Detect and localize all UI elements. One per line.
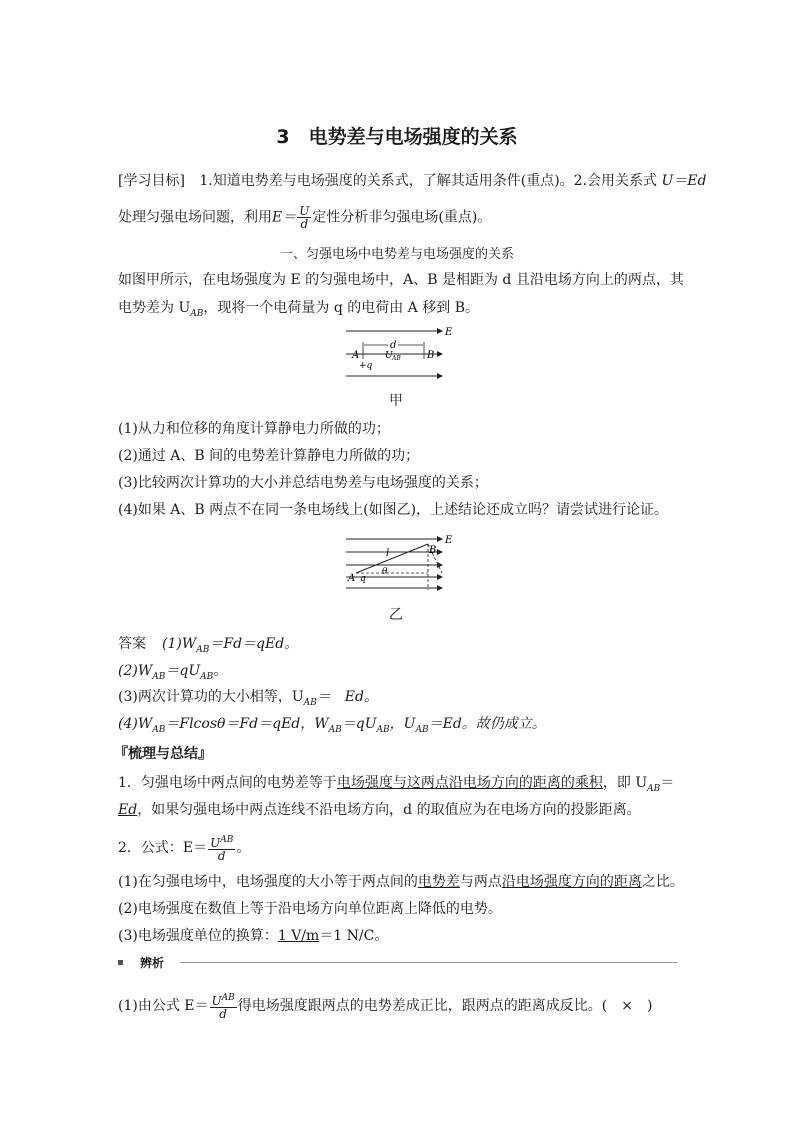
fig1-label-B: B: [427, 350, 435, 361]
learning-goals-line2: [118, 205, 491, 230]
q1-num-U: U: [211, 994, 222, 1008]
p1-sub: AB: [647, 783, 661, 794]
p3-b: 与两点: [459, 874, 502, 890]
discrimination-bar: [118, 954, 678, 974]
a3-sub: AB: [303, 697, 317, 708]
p1-line2-underline: Ed: [118, 802, 138, 818]
figure-yi-caption: 乙: [389, 607, 403, 623]
a4-mid3: ，U: [389, 716, 416, 732]
summary-p1-line1: [118, 773, 674, 799]
goals-tag: [学习目标]: [118, 173, 185, 189]
goals-text2a: 处理匀强电场问题，利用: [118, 209, 272, 226]
a1-rest: ＝Fd＝qEd。: [209, 636, 299, 652]
fig2-label-l: l: [386, 548, 390, 559]
p2-num: [208, 834, 235, 850]
discrimination-q1: [118, 992, 652, 1020]
fig2-label-theta: θ: [382, 567, 388, 577]
fig1-label-U: U: [385, 351, 393, 361]
question-3: (3)比较两次计算功的大小并总结电势差与电场强度的关系；: [118, 475, 488, 491]
q1-num: [210, 992, 237, 1008]
fig1-label-A: A: [352, 350, 360, 361]
answer-line-3: [118, 687, 378, 713]
a4-mid2: ＝qU: [341, 716, 377, 732]
a4-sub: AB: [152, 724, 166, 735]
q1-num-sup: AB: [221, 993, 235, 1003]
summary-p1-line2: [118, 800, 641, 820]
p2-fraction: [208, 834, 235, 862]
p5-b: ＝1 N/C。: [319, 928, 389, 944]
goals-fraction: [297, 205, 311, 230]
p3-c: 之比。: [641, 874, 684, 890]
p3-u2: 沿电场强度方向的距离: [501, 874, 642, 890]
a3-rest: ＝ Ed。: [316, 689, 378, 705]
p5-u: 1 V/m: [277, 928, 320, 944]
summary-p5: [118, 926, 388, 946]
p2-a: 2．公式：E＝: [118, 840, 208, 856]
goals-formula: U＝Ed: [661, 173, 707, 189]
question-2: (2)通过 A、B 间的电势差计算静电力所做的功；: [118, 448, 420, 464]
a4-mid1: ＝Flcosθ＝Fd＝qEd，W: [165, 716, 329, 732]
a2-text: (2)W: [118, 663, 153, 679]
goals-frac-num: U: [299, 204, 310, 218]
a2-mid: ＝qU: [165, 663, 201, 679]
p2-num-sup: AB: [220, 835, 234, 845]
a4-sub3: AB: [376, 724, 390, 735]
a1-sub: AB: [196, 644, 210, 655]
figure-jia: [340, 322, 460, 384]
question-1: (1)从力和位移的角度计算静电力所做的功；: [118, 421, 390, 437]
summary-p4: (2)电场强度在数值上等于沿电场方向单位距离上降低的电势。: [118, 901, 502, 917]
q1-den: d: [219, 1007, 227, 1021]
a2-sub2: AB: [200, 671, 214, 682]
a4-sub2: AB: [328, 724, 342, 735]
q1-a: (1)由公式 E＝: [118, 998, 209, 1014]
intro-line2-sub: AB: [190, 308, 204, 319]
answer-line-2: [118, 661, 227, 687]
a4-sub4: AB: [415, 724, 429, 735]
a2-rest: 。: [213, 663, 228, 679]
fig1-label-d: d: [390, 340, 397, 351]
answer-line-4: [118, 714, 546, 740]
section-heading: 一、匀强电场中电势差与电场强度的关系: [279, 247, 514, 262]
intro-line2-b: ，现将一个电荷量为 q 的电荷由 A 移到 B。: [203, 300, 479, 316]
figure-jia-caption: 甲: [389, 393, 403, 409]
discrimination-heading: 辨析: [140, 956, 165, 970]
p5-a: (3)电场强度单位的换算：: [118, 928, 278, 944]
p1-b: ，即 U: [602, 775, 648, 791]
a4-pre: (4)W: [118, 716, 153, 732]
goals-text2b: 定性分析非匀强电场(重点)。: [312, 209, 492, 226]
q1-fraction: [210, 992, 237, 1020]
question-4: (4)如果 A、B 两点不在同一条电场线上(如图乙)，上述结论还成立吗？请尝试进行论证。: [118, 502, 669, 518]
fig1-label-q: +q: [359, 361, 373, 371]
fig2-label-A: A: [348, 573, 356, 584]
a2-sub: AB: [152, 671, 166, 682]
intro-line2: [118, 298, 479, 324]
fig2-label-E: E: [445, 535, 453, 546]
fig1-label-U-sub: AB: [392, 355, 401, 362]
p2-den: d: [217, 849, 226, 863]
a3-pre: (3)两次计算功的大小相等，U: [118, 689, 304, 705]
figure-yi: [340, 530, 465, 600]
q1-b: 得电场强度跟两点的电势差成正比，跟两点的距离成反比。( × ): [237, 998, 653, 1014]
intro-line2-a: 电势差为 U: [118, 300, 191, 316]
a4-rest: ＝Ed。故仍成立。: [428, 716, 546, 732]
segment-AB: [356, 544, 428, 573]
p2-num-U: U: [210, 836, 221, 850]
answer-label: 答案: [118, 636, 146, 652]
p3-a: (1)在匀强电场中，电场强度的大小等于两点间的: [118, 874, 418, 890]
page-title: 3 电势差与电场强度的关系: [276, 126, 518, 148]
learning-goals-line1: [118, 171, 706, 191]
fig2-label-B: B: [429, 545, 437, 556]
goals-formula-lhs: E＝: [272, 209, 297, 226]
intro-line1: 如图甲所示，在电场强度为 E 的匀强电场中，A、B 是相距为 d 且沿电场方向上的两点，其: [118, 272, 684, 288]
answer-line-1: [118, 634, 298, 660]
p1-a: 1．匀强电场中两点间的电势差等于: [118, 775, 337, 791]
fig2-label-q: q: [360, 574, 366, 584]
divider-line: [180, 962, 678, 963]
p1-underline: 电场强度与这两点沿电场方向的距离的乘积: [336, 775, 603, 791]
p1-line2: ，如果匀强电场中两点连线不沿电场方向，d 的取值应为在电场方向的投影距离。: [137, 802, 641, 818]
goals-frac-den: d: [300, 217, 309, 231]
bullet-square: [118, 960, 123, 965]
summary-heading: 『梳理与总结』: [114, 746, 212, 762]
p2-b: 。: [236, 840, 251, 856]
p1-c: ＝: [660, 775, 675, 791]
summary-p2: [118, 834, 250, 862]
summary-p3: [118, 872, 684, 892]
goals-text1: 1.知道电势差与电场强度的关系式，了解其适用条件(重点)。2.会用关系式: [199, 173, 658, 189]
p3-u1: 电势差: [417, 874, 460, 890]
a1-text: (1)W: [162, 636, 197, 652]
fig1-label-E: E: [445, 327, 453, 338]
